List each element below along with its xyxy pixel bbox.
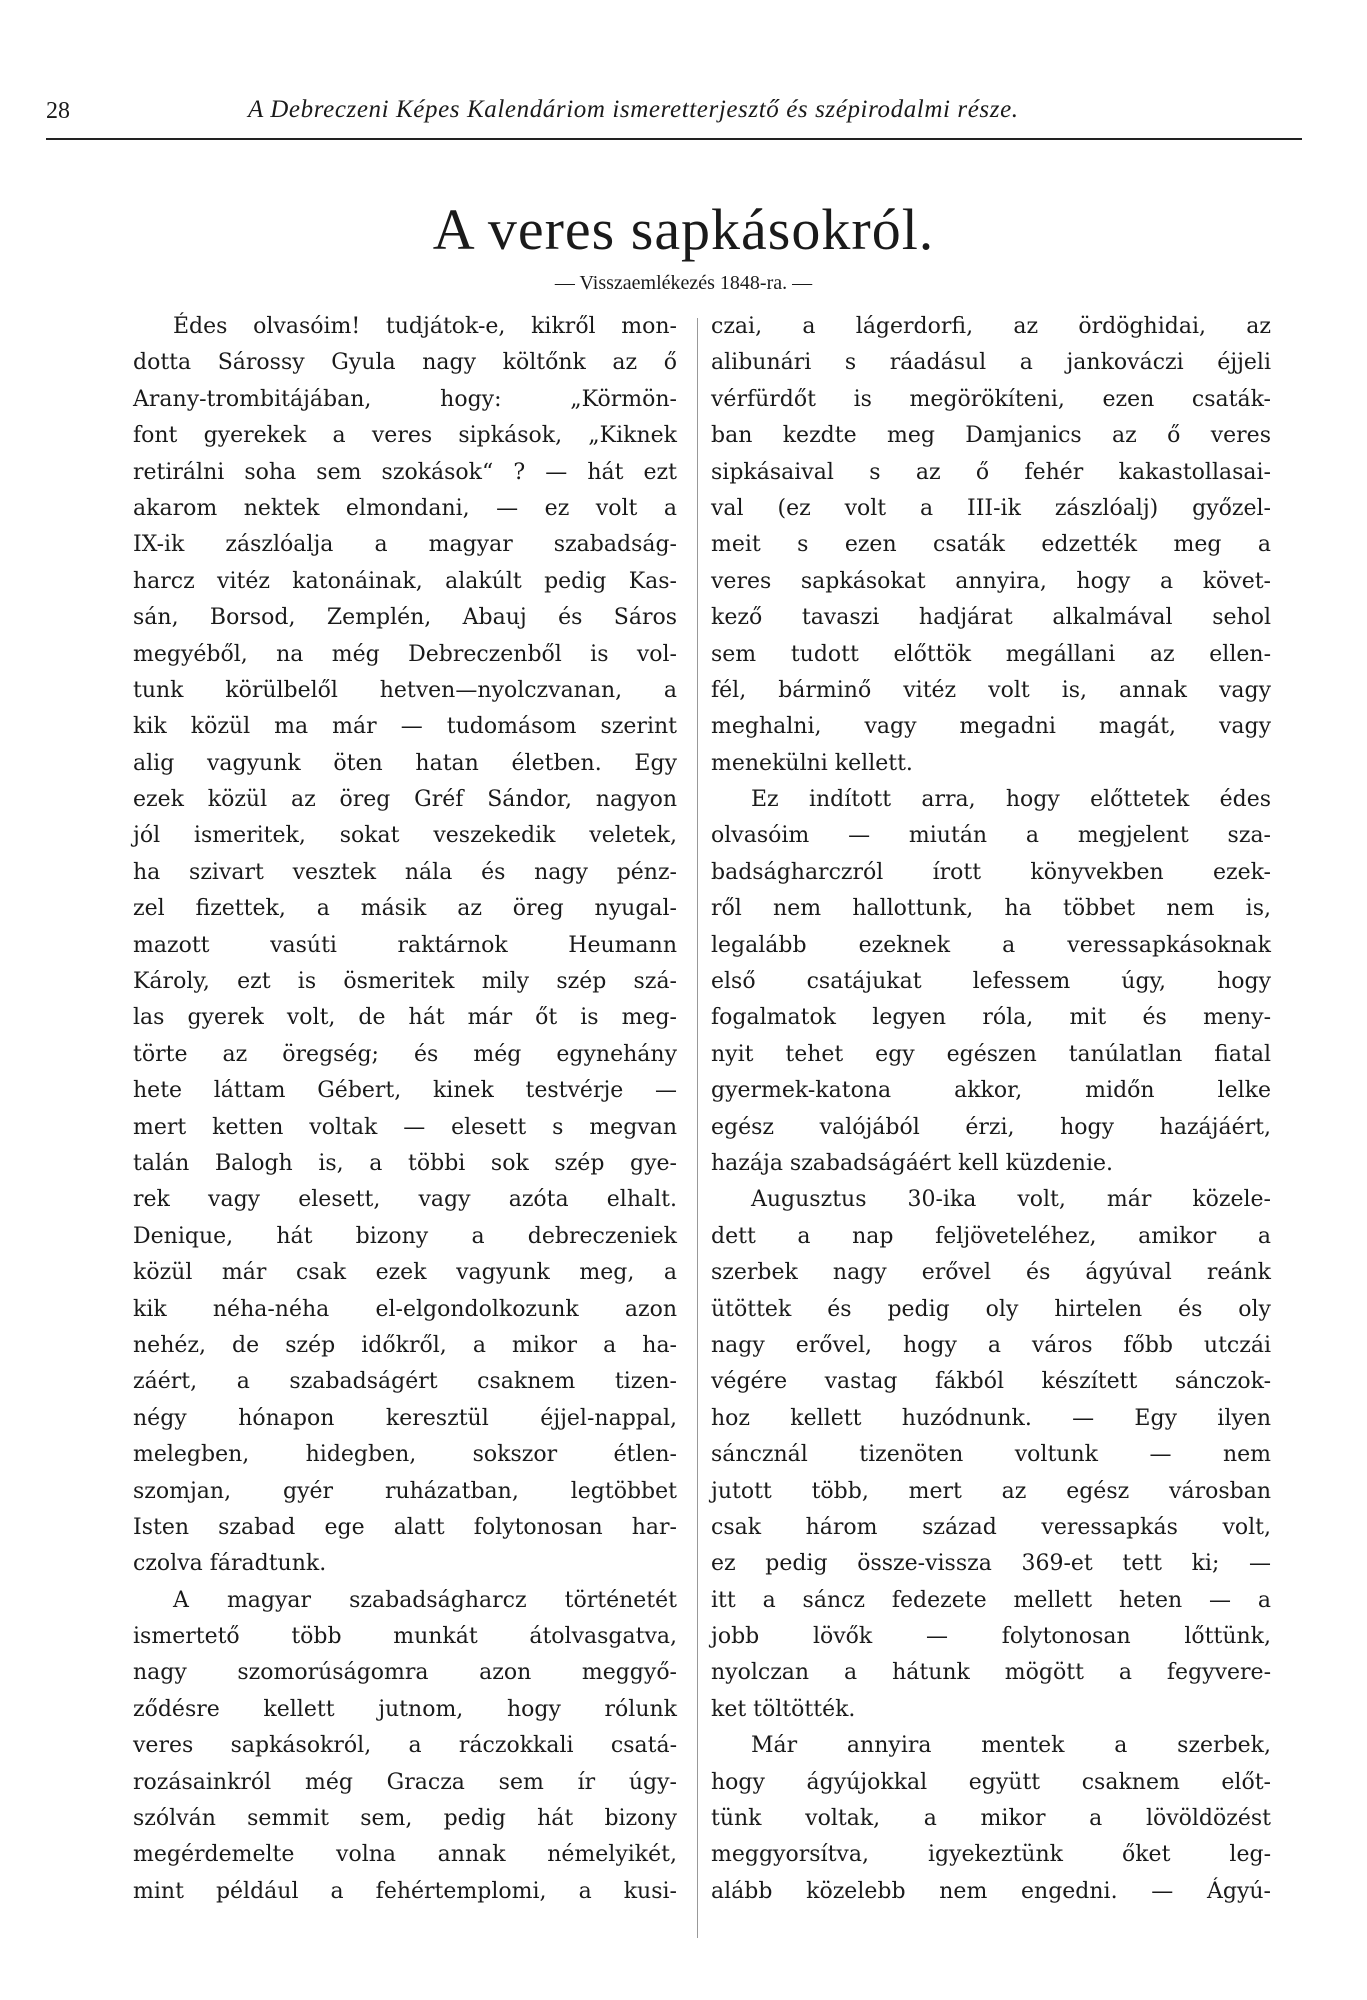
text-line: mint például a fehértemplomi, a kusi- — [133, 1878, 677, 1904]
text-line: sem tudott előttök megállani az ellen- — [711, 641, 1271, 667]
text-line: ket töltötték. — [711, 1696, 856, 1722]
text-line: megérdemelte volna annak némelyikét, — [133, 1842, 677, 1868]
text-line: talán Balogh is, a többi sok szép gye- — [133, 1150, 677, 1176]
text-line: jutott több, mert az egész városban — [711, 1478, 1271, 1504]
text-line: csak három század veressapkás volt, — [711, 1514, 1271, 1540]
text-line: ban kezdte meg Damjanics az ő veres — [711, 423, 1271, 449]
text-line: alább közelebb nem engedni. — Ágyú- — [711, 1878, 1271, 1904]
text-line: olvasóim — miután a megjelent sza- — [711, 823, 1271, 849]
text-line: nagy szomorúságomra azon meggyő- — [133, 1660, 677, 1686]
text-line: ha szivart vesztek nála és nagy pénz- — [133, 859, 677, 885]
text-line: tünk voltak, a mikor a lövöldözést — [711, 1806, 1271, 1832]
text-line: kik közül ma már — tudomásom szerint — [133, 714, 677, 740]
text-line: fél, bárminő vitéz volt is, annak vagy — [711, 677, 1271, 703]
text-line: jól ismeritek, sokat veszekedik veletek, — [133, 823, 677, 849]
text-line: dett a nap feljöveteléhez, amikor a — [711, 1223, 1271, 1249]
text-line: sipkásaival s az ő fehér kakastollasai- — [711, 459, 1271, 485]
text-line: megyéből, na még Debreczenből is vol- — [133, 641, 677, 667]
text-line: sán, Borsod, Zemplén, Abauj és Sáros — [133, 605, 677, 631]
text-line: mert ketten voltak — elesett s megvan — [133, 1114, 677, 1140]
column-divider — [697, 318, 698, 1938]
text-line: hogy ágyújokkal együtt csaknem előt- — [711, 1769, 1271, 1795]
text-line: hete láttam Gébert, kinek testvérje — — [133, 1078, 677, 1104]
article-subtitle: — Visszaemlékezés 1848-ra. — — [554, 272, 813, 294]
text-line: IX-ik zászlóalja a magyar szabadság- — [133, 532, 677, 558]
text-line: ződésre kellett jutnom, hogy rólunk — [133, 1696, 677, 1722]
text-line: vérfürdőt is megörökíteni, ezen csaták- — [711, 386, 1271, 412]
article-title: A veres sapkásokról. — [432, 197, 935, 262]
text-line: font gyerekek a veres sipkások, „Kiknek — [133, 423, 677, 449]
text-line: nyit tehet egy egészen tanúlatlan fiatal — [711, 1041, 1271, 1067]
text-line: négy hónapon keresztül éjjel-nappal, — [133, 1405, 677, 1431]
text-line: közül már csak ezek vagyunk meg, a — [133, 1260, 677, 1286]
text-line: fogalmatok legyen róla, mit és meny- — [711, 1005, 1271, 1031]
text-line: alig vagyunk öten hatan életben. Egy — [133, 750, 677, 776]
text-line: mazott vasúti raktárnok Heumann — [133, 932, 677, 958]
text-line: Már annyira mentek a szerbek, — [751, 1733, 1271, 1759]
text-line: menekülni kellett. — [711, 750, 913, 776]
header-rule — [46, 138, 1302, 140]
text-line: meggyorsítva, igyekeztünk őket leg- — [711, 1842, 1271, 1868]
text-line: alibunári s ráadásul a jankováczi éjjeli — [711, 350, 1271, 376]
text-line: tunk körülbelől hetven—nyolczvanan, a — [133, 677, 677, 703]
left-column — [133, 309, 677, 1910]
text-line: melegben, hidegben, sokszor étlen- — [133, 1442, 677, 1468]
text-line: kező tavaszi hadjárat alkalmával sehol — [711, 605, 1271, 631]
running-header: A Debreczeni Képes Kalendáriom ismeretterjesztő és szépirodalmi része. — [248, 96, 1019, 123]
text-line: itt a sáncz fedezete mellett heten — a — [711, 1587, 1271, 1613]
text-line: hoz kellett huzódnunk. — Egy ilyen — [711, 1405, 1271, 1431]
text-line: végére vastag fákból készített sánczok- — [711, 1369, 1271, 1395]
text-line: veres sapkásokat annyira, hogy a követ- — [711, 568, 1271, 594]
text-line: jobb lövők — folytonosan lőttünk, — [711, 1624, 1271, 1650]
text-line: Denique, hát bizony a debreczeniek — [133, 1223, 677, 1249]
text-line: A magyar szabadságharcz történetét — [173, 1587, 677, 1613]
text-line: veres sapkásokról, a ráczokkali csatá- — [133, 1733, 677, 1759]
text-line: szólván semmit sem, pedig hát bizony — [133, 1806, 677, 1832]
text-line: retirálni soha sem szokások“ ? — hát ezt — [133, 459, 677, 485]
text-line: meit s ezen csaták edzették meg a — [711, 532, 1271, 558]
text-line: sáncznál tizenöten voltunk — nem — [711, 1442, 1271, 1468]
right-column — [711, 309, 1271, 1910]
text-line: harcz vitéz katonáinak, alakúlt pedig Kas- — [133, 568, 677, 594]
text-line: zel fizettek, a másik az öreg nyugal- — [133, 896, 677, 922]
text-line: hazája szabadságáért kell küzdenie. — [711, 1150, 1114, 1176]
text-line: egész valójából érzi, hogy hazájáért, — [711, 1114, 1271, 1140]
text-line: első csatájukat lefessem úgy, hogy — [711, 969, 1271, 995]
text-line: ről nem hallottunk, ha többet nem is, — [711, 896, 1271, 922]
text-line: czai, a lágerdorfi, az ördöghidai, az — [711, 314, 1271, 339]
text-line: kik néha-néha el-elgondolkozunk azon — [133, 1296, 677, 1322]
text-line: záért, a szabadságért csaknem tizen- — [133, 1369, 677, 1395]
text-line: nyolczan a hátunk mögött a fegyvere- — [711, 1660, 1271, 1686]
text-line: badságharczról írott könyvekben ezek- — [711, 859, 1271, 885]
text-line: törte az öregség; és még egynehány — [133, 1041, 677, 1067]
text-line: dotta Sárossy Gyula nagy költőnk az ő — [133, 350, 677, 376]
text-line: ismertető több munkát átolvasgatva, — [133, 1624, 677, 1650]
text-line: nehéz, de szép időkről, a mikor a ha- — [133, 1332, 677, 1358]
text-line: meghalni, vagy megadni magát, vagy — [711, 714, 1271, 740]
text-line: szomjan, gyér ruházatban, legtöbbet — [133, 1478, 677, 1504]
text-line: gyermek-katona akkor, midőn lelke — [711, 1078, 1271, 1104]
text-line: Isten szabad ege alatt folytonosan har- — [133, 1514, 677, 1540]
text-line: ütöttek és pedig oly hirtelen és oly — [711, 1296, 1271, 1322]
text-line: rozásainkról még Gracza sem ír úgy- — [133, 1769, 677, 1795]
text-line: Ez indított arra, hogy előttetek édes — [751, 787, 1271, 813]
text-line: Károly, ezt is ösmeritek mily szép szá- — [133, 969, 677, 995]
text-line: Arany-trombitájában, hogy: „Körmön- — [133, 386, 677, 412]
text-line: rek vagy elesett, vagy azóta elhalt. — [133, 1187, 677, 1213]
text-line: las gyerek volt, de hát már őt is meg- — [133, 1005, 677, 1031]
page-number: 28 — [46, 98, 70, 124]
text-line: nagy erővel, hogy a város főbb utczái — [711, 1332, 1271, 1358]
text-line: akarom nektek elmondani, — ez volt a — [133, 495, 677, 521]
text-line: szerbek nagy erővel és ágyúval reánk — [711, 1260, 1271, 1286]
text-line: ez pedig össze-vissza 369-et tett ki; — — [711, 1551, 1271, 1577]
text-line: val (ez volt a III-ik zászlóalj) győzel- — [711, 495, 1271, 521]
text-line: Augusztus 30-ika volt, már közele- — [751, 1187, 1271, 1213]
text-line: legalább ezeknek a veressapkásoknak — [711, 932, 1271, 958]
text-line: Édes olvasóim! tudjátok-e, kikről mon- — [173, 314, 677, 339]
text-line: czolva fáradtunk. — [133, 1551, 327, 1577]
text-line: ezek közül az öreg Gréf Sándor, nagyon — [133, 787, 677, 813]
